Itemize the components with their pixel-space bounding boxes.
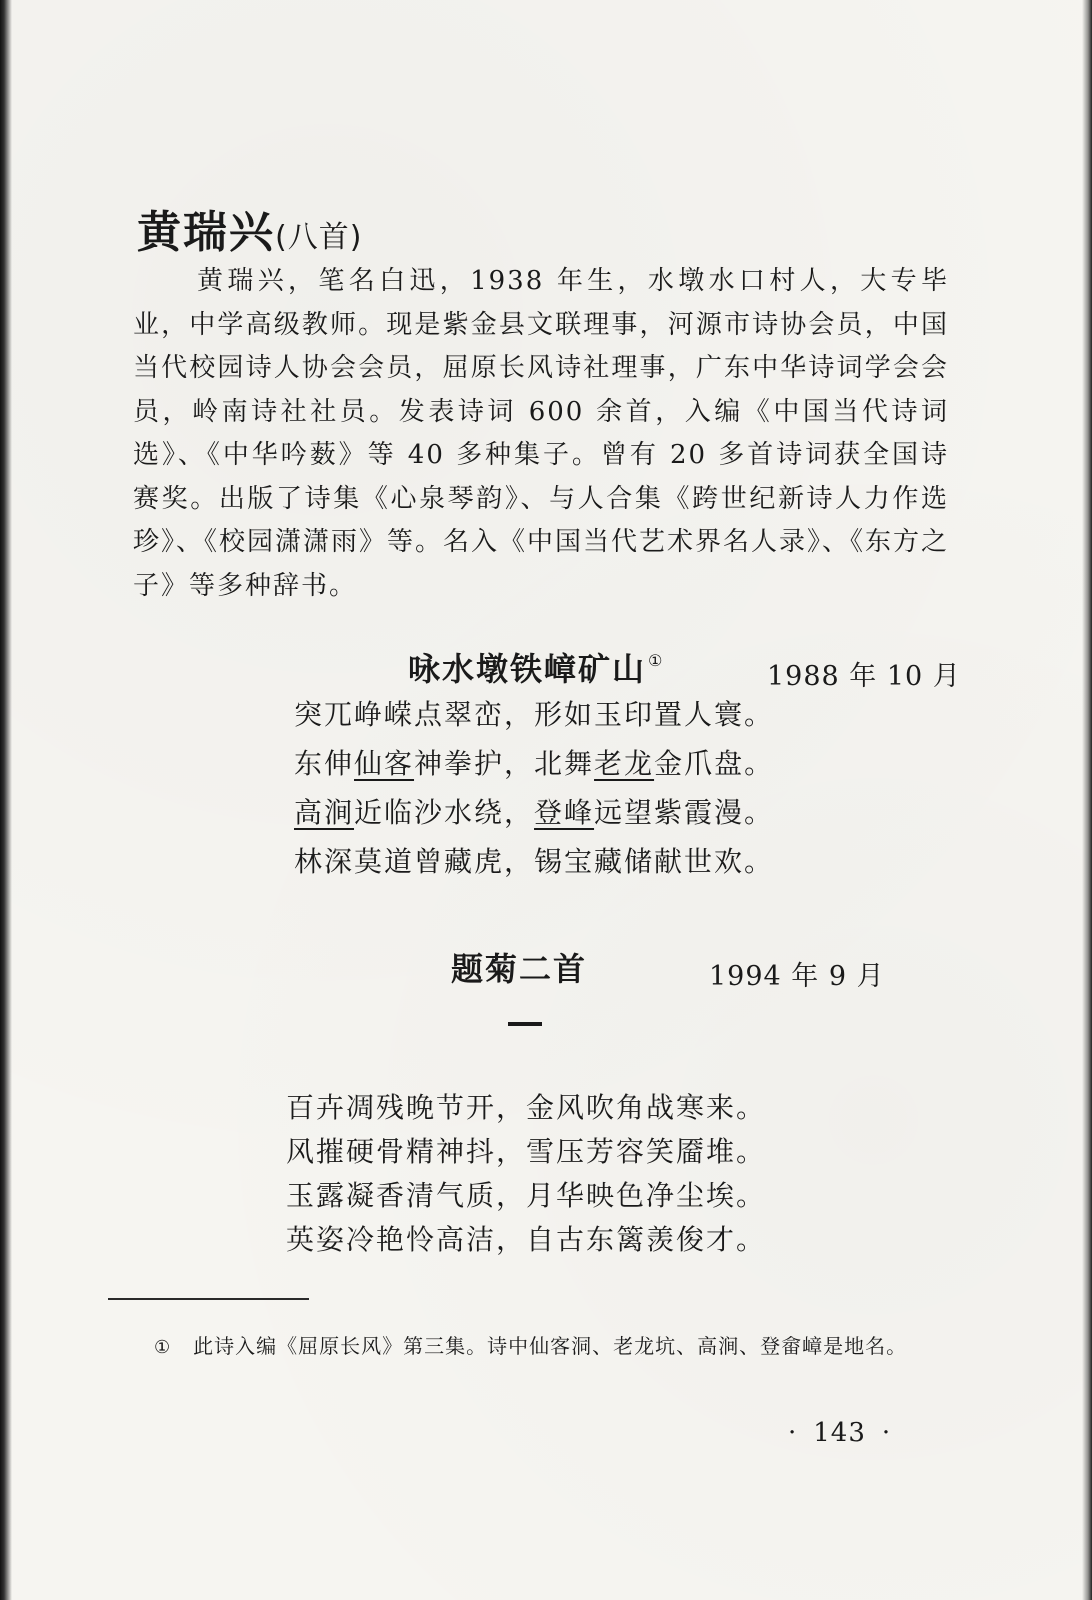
poem1-verse xyxy=(294,690,774,886)
footnote-mark: ① xyxy=(154,1337,172,1358)
author-name: 黄瑞兴 xyxy=(137,207,275,258)
poem1-date: 1988 年 10 月 xyxy=(767,661,961,692)
verse-line: 高涧近临沙水绕，登峰远望紫霞漫。 xyxy=(294,796,775,829)
poem1-title-text: 咏水墩铁嶂矿山 xyxy=(408,650,647,688)
page-number-value: 143 xyxy=(813,1418,866,1448)
verse-line: 林深莫道曾藏虎，锡宝藏储献世欢。 xyxy=(294,845,775,878)
verse-line: 英姿冷艳怜高洁，自古东篱羡俊才。 xyxy=(286,1223,767,1256)
footnote xyxy=(108,1332,920,1362)
poem2-date: 1994 年 9 月 xyxy=(709,961,885,992)
verse-line: 玉露凝香清气质，月华映色净尘埃。 xyxy=(286,1179,767,1212)
scan-edge-right xyxy=(1082,0,1092,1600)
page-number: · 143 · xyxy=(788,1418,892,1448)
footnote-text: 此诗入编《屈原长风》第三集。诗中仙客洞、老龙坑、高涧、登畲嶂是地名。 xyxy=(193,1334,908,1358)
verse-line: 东伸仙客神拳护，北舞老龙金爪盘。 xyxy=(294,747,775,780)
scan-edge-left xyxy=(0,0,12,1600)
poem-count: (八首) xyxy=(275,220,363,255)
footnote-marker: ① xyxy=(648,651,665,670)
place-name: 高涧 xyxy=(294,796,355,829)
section-number-one xyxy=(508,1022,542,1026)
author-heading xyxy=(137,196,362,260)
verse-line: 风摧硬骨精神抖，雪压芳容笑靥堆。 xyxy=(286,1135,767,1168)
place-name: 老龙 xyxy=(594,747,655,780)
place-name: 登峰 xyxy=(534,796,595,829)
poem2-title: 题菊二首 xyxy=(451,950,588,988)
poem2-verse xyxy=(286,1086,766,1262)
verse-line: 突兀峥嵘点翠峦，形如玉印置人寰。 xyxy=(294,698,775,731)
place-name: 仙客 xyxy=(354,747,415,780)
verse-line: 百卉凋残晚节开，金风吹角战寒来。 xyxy=(286,1091,767,1124)
footnote-rule xyxy=(108,1298,309,1300)
poem1-title xyxy=(408,644,664,690)
author-bio: 黄瑞兴，笔名白迅，1938 年生，水墩水口村人，大专毕业，中学高级教师。现是紫金县文联理事，河源市诗协会员，中国当代校园诗人协会会员，屈原长风诗社理事，广东中华诗词学会会员，岭南诗社社员。发表诗词 600 余首，入编《中国当代诗词选》、《中华吟薮》等 40 多种集子。曾有 20 多首诗词获全国诗赛奖。出版了诗集《心泉琴韵》、与人合集《跨世纪新诗人力作选珍》、《校园潇潇雨》等。名入《中国当代艺术界名人录》、《东方之子》等多种辞书。 xyxy=(133,266,950,601)
